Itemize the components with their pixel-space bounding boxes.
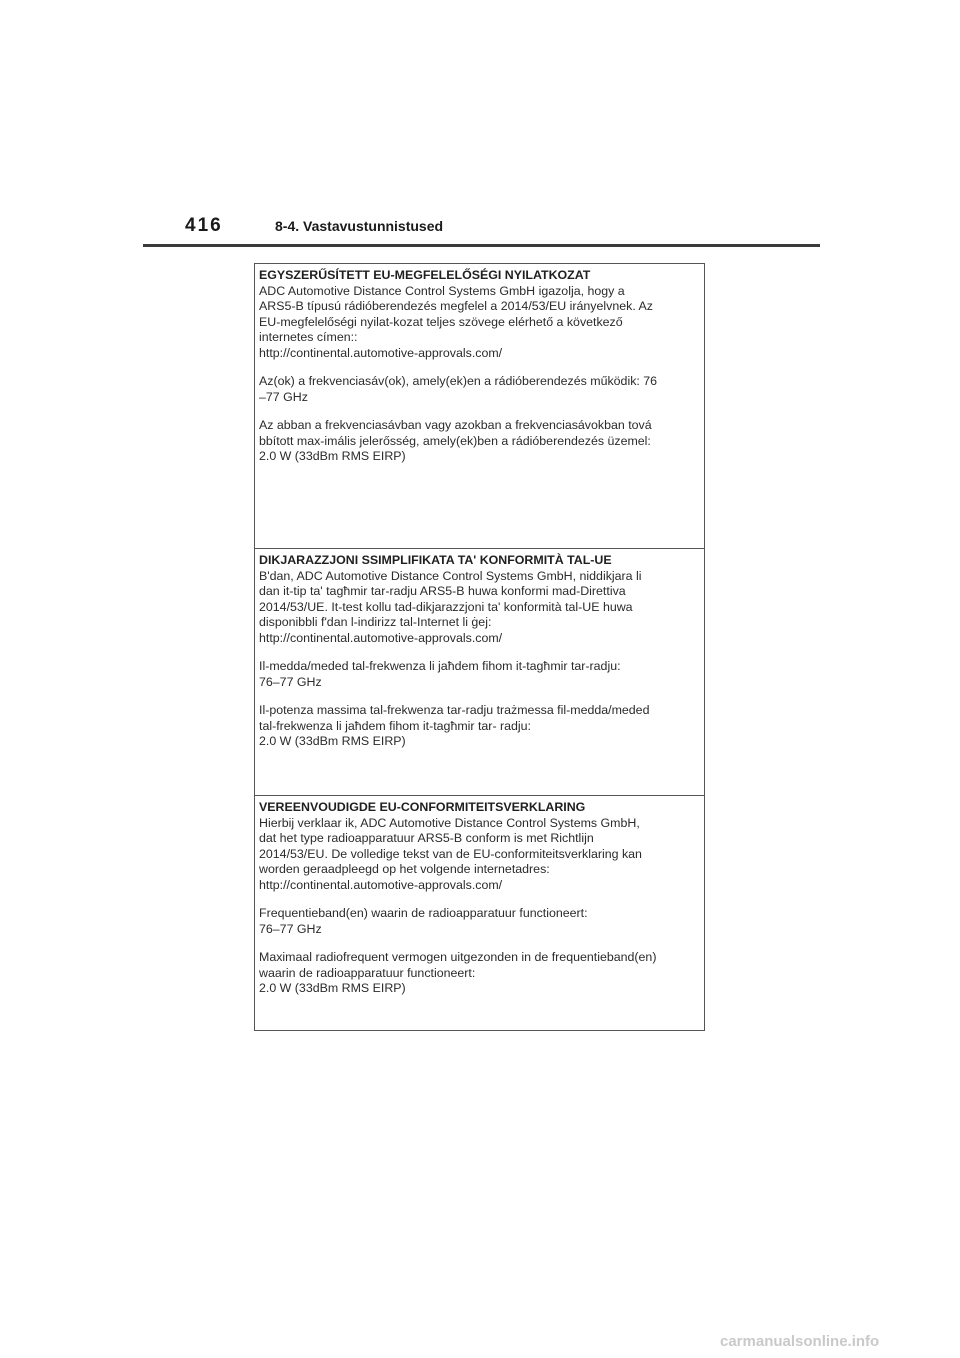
header-rule <box>143 244 820 247</box>
section-title: 8-4. Vastavustunnistused <box>275 218 444 234</box>
declaration-title: VEREENVOUDIGDE EU-CONFORMITEITSVERKLARING <box>259 800 586 814</box>
declaration-paragraph: Il-potenza massima tal-frekwenza tar-radju trażmessa fil-medda/meded tal-frekwenza li jaħdem fihom it-tagħmir tar- radju: 2.0 W (33dBm RMS EIRP) <box>259 703 650 748</box>
declaration-title: DIKJARAZZJONI SSIMPLIFIKATA TA' KONFORMITÀ TAL-UE <box>259 553 612 567</box>
declaration-box <box>254 263 705 1031</box>
watermark: carmanualsonline.info <box>720 1333 880 1350</box>
declaration-hungarian <box>255 264 704 548</box>
declaration-paragraph: Az abban a frekvenciasávban vagy azokban a frekvenciasávokban tová bbított max-imális jelerősség, amely(ek)ben a rádióberendezés üzemel: 2.0 W (33dBm RMS EIRP) <box>259 418 652 463</box>
declaration-dutch <box>255 795 704 1032</box>
declaration-paragraph: ADC Automotive Distance Control Systems GmbH igazolja, hogy a ARS5-B típusú rádióberendezés megfelel a 2014/53/EU irányelvnek. Az EU-megfelelőségi nyilat-kozat teljes szövege elérhető a következő internetes címen:: http://continental.automotive-approvals.com/ <box>259 283 653 360</box>
page-header <box>185 215 443 237</box>
page-number: 416 <box>185 215 223 236</box>
declaration-paragraph: Il-medda/meded tal-frekwenza li jaħdem fihom it-tagħmir tar-radju: 76–77 GHz <box>259 659 621 689</box>
declaration-paragraph: Maximaal radiofrequent vermogen uitgezonden in de frequentieband(en) waarin de radioapparatuur functioneert: 2.0 W (33dBm RMS EIRP) <box>259 950 657 995</box>
declaration-paragraph: B'dan, ADC Automotive Distance Control Systems GmbH, niddikjara li dan it-tip ta' tagħmir tar-radju ARS5-B huwa konformi mad-Direttiva 2014/53/UE. It-test kollu tad-dikjarazzjoni ta' konformità tal-UE huwa disponibbli f'dan l-indirizz tal-Internet li ġej: http://continental.automotive-approvals.com/ <box>259 568 642 645</box>
declaration-maltese <box>255 548 704 795</box>
declaration-paragraph: Az(ok) a frekvenciasáv(ok), amely(ek)en a rádióberendezés működik: 76 –77 GHz <box>259 374 658 404</box>
declaration-paragraph: Hierbij verklaar ik, ADC Automotive Distance Control Systems GmbH, dat het type radioapparatuur ARS5-B conform is met Richtlijn 2014/53/EU. De volledige tekst van de EU-conformiteitsverklaring kan worden geraadpleegd op het volgende internetadres: http://continental.automotive-approvals.com/ <box>259 815 642 892</box>
declaration-paragraph: Frequentieband(en) waarin de radioapparatuur functioneert: 76–77 GHz <box>259 906 588 936</box>
declaration-title: EGYSZERŰSÍTETT EU-MEGFELELŐSÉGI NYILATKOZAT <box>259 268 591 282</box>
